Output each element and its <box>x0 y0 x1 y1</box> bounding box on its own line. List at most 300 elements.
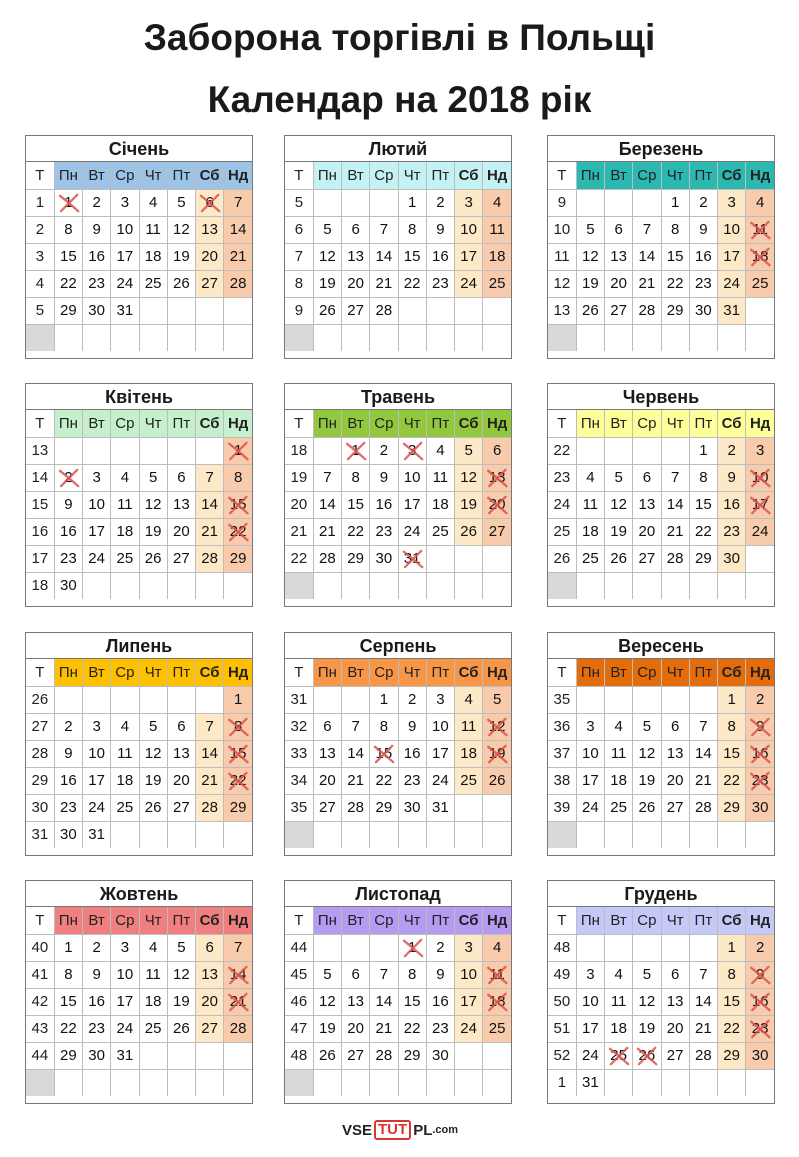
day-number: 20 <box>638 523 656 540</box>
day-cell <box>224 713 252 740</box>
day-number: 7 <box>699 966 708 983</box>
day-cell <box>426 767 454 794</box>
day-cell <box>633 518 661 545</box>
day-number: 5 <box>464 442 473 459</box>
day-number: 10 <box>582 993 599 1010</box>
day-number: 28 <box>375 1047 393 1064</box>
day-number: 15 <box>229 745 247 762</box>
weekday-header: Пн <box>576 410 604 437</box>
day-number: 28 <box>201 550 218 567</box>
day-number: 20 <box>201 248 218 265</box>
week-number: 26 <box>26 686 54 713</box>
day-number: 27 <box>666 799 684 816</box>
day-cell <box>746 189 774 216</box>
day-number: 19 <box>144 523 162 540</box>
day-cell <box>342 767 370 794</box>
weekday-header: Пт <box>689 907 717 934</box>
day-cell <box>83 464 111 491</box>
day-number: 9 <box>436 221 445 238</box>
day-cell <box>224 324 252 351</box>
day-cell <box>54 464 82 491</box>
day-number: 5 <box>586 221 595 238</box>
week-number: 35 <box>285 794 313 821</box>
day-cell <box>483 821 511 848</box>
day-number: 7 <box>699 718 708 735</box>
day-cell <box>689 464 717 491</box>
day-number: 11 <box>489 221 505 238</box>
week-number: 49 <box>548 961 576 988</box>
day-cell <box>224 518 252 545</box>
day-number: 22 <box>229 523 247 540</box>
day-cell <box>633 270 661 297</box>
day-cell <box>139 821 167 848</box>
day-cell <box>167 464 195 491</box>
day-number: 22 <box>60 1020 77 1037</box>
day-cell <box>426 821 454 848</box>
day-number: 9 <box>755 966 765 983</box>
day-cell <box>718 686 746 713</box>
day-number: 15 <box>723 993 740 1010</box>
weekday-header: Сб <box>718 659 746 686</box>
day-cell <box>661 189 689 216</box>
week-number: 17 <box>26 545 54 572</box>
day-number: 6 <box>642 469 652 486</box>
day-cell <box>167 713 195 740</box>
day-cell <box>605 243 633 270</box>
day-cell <box>167 934 195 961</box>
day-number: 15 <box>60 993 77 1010</box>
day-number: 30 <box>88 302 105 319</box>
day-number: 9 <box>92 966 101 983</box>
month-calendar <box>284 880 512 1104</box>
week-number <box>548 821 576 848</box>
day-cell <box>426 988 454 1015</box>
day-cell <box>111 1015 139 1042</box>
weekday-header: Пн <box>313 659 341 686</box>
day-cell <box>746 686 774 713</box>
day-number: 4 <box>120 718 130 735</box>
week-number: 30 <box>26 794 54 821</box>
day-cell <box>605 518 633 545</box>
day-number: 10 <box>116 966 134 983</box>
week-number: 38 <box>548 767 576 794</box>
day-number: 12 <box>488 718 506 735</box>
day-number: 13 <box>666 745 684 762</box>
day-cell <box>661 545 689 572</box>
day-cell <box>54 821 82 848</box>
day-cell <box>576 988 604 1015</box>
day-cell <box>54 437 82 464</box>
weekday-header: Чт <box>398 659 426 686</box>
day-number: 10 <box>432 718 449 735</box>
day-cell <box>111 686 139 713</box>
day-cell <box>483 740 511 767</box>
day-cell <box>83 518 111 545</box>
day-number: 25 <box>116 799 134 816</box>
day-number: 19 <box>582 275 599 292</box>
day-cell <box>313 1042 341 1069</box>
day-number: 24 <box>460 275 477 292</box>
day-cell <box>196 713 224 740</box>
day-number: 1 <box>64 939 73 956</box>
month-name: Квітень <box>26 384 252 410</box>
day-cell <box>224 491 252 518</box>
day-number: 26 <box>319 1047 336 1064</box>
day-number: 6 <box>670 966 680 983</box>
weekday-header: Пт <box>167 410 195 437</box>
day-cell <box>83 1042 111 1069</box>
day-cell <box>196 324 224 351</box>
day-number: 9 <box>407 718 417 735</box>
day-cell <box>483 1015 511 1042</box>
day-number: 10 <box>582 745 599 762</box>
logo-text-vse: VSE <box>342 1121 373 1139</box>
weekday-header: Ср <box>370 162 398 189</box>
day-cell <box>224 189 252 216</box>
day-cell <box>689 1015 717 1042</box>
day-cell <box>54 216 82 243</box>
day-number: 11 <box>610 745 627 762</box>
day-cell <box>342 491 370 518</box>
day-number: 20 <box>319 772 336 789</box>
day-cell <box>167 988 195 1015</box>
day-cell <box>139 988 167 1015</box>
week-number: 47 <box>285 1015 313 1042</box>
day-cell <box>370 491 398 518</box>
day-cell <box>167 1015 195 1042</box>
day-cell <box>139 545 167 572</box>
day-number: 11 <box>117 745 133 762</box>
week-number: 13 <box>26 437 54 464</box>
day-number: 28 <box>201 799 218 816</box>
day-cell <box>718 216 746 243</box>
day-cell <box>426 216 454 243</box>
day-number: 6 <box>492 442 502 459</box>
day-cell <box>83 216 111 243</box>
day-number: 2 <box>436 194 445 211</box>
day-cell <box>196 794 224 821</box>
month-calendar <box>284 135 512 359</box>
day-cell <box>661 1042 689 1069</box>
weekday-header: Пт <box>167 907 195 934</box>
day-cell <box>605 713 633 740</box>
day-cell <box>398 767 426 794</box>
day-cell <box>370 437 398 464</box>
day-cell <box>483 216 511 243</box>
day-cell <box>167 767 195 794</box>
day-number: 4 <box>148 194 158 211</box>
day-cell <box>370 767 398 794</box>
day-number: 29 <box>723 799 740 816</box>
day-cell <box>196 189 224 216</box>
day-number: 17 <box>460 993 477 1010</box>
site-logo[interactable] <box>342 1118 458 1142</box>
day-number: 13 <box>201 966 218 983</box>
day-cell <box>746 270 774 297</box>
day-cell <box>633 572 661 599</box>
day-cell <box>83 961 111 988</box>
day-number: 10 <box>460 221 477 238</box>
weekday-header: Чт <box>139 659 167 686</box>
day-number: 21 <box>666 523 684 540</box>
day-cell <box>313 464 341 491</box>
day-cell <box>483 437 511 464</box>
day-number: 7 <box>205 718 214 735</box>
day-number: 18 <box>432 496 449 513</box>
day-number: 28 <box>666 550 684 567</box>
day-cell <box>111 491 139 518</box>
week-number: 40 <box>26 934 54 961</box>
day-cell <box>54 491 82 518</box>
day-number: 13 <box>488 469 506 486</box>
day-cell <box>746 243 774 270</box>
day-cell <box>633 821 661 848</box>
weekday-header: Пн <box>313 162 341 189</box>
day-number: 27 <box>347 302 364 319</box>
day-cell <box>576 1015 604 1042</box>
day-cell <box>224 437 252 464</box>
day-cell <box>370 545 398 572</box>
weekday-header: Чт <box>661 162 689 189</box>
day-cell <box>313 988 341 1015</box>
day-cell <box>83 270 111 297</box>
day-cell <box>746 1042 774 1069</box>
day-cell <box>576 545 604 572</box>
day-cell <box>426 189 454 216</box>
day-cell <box>54 1042 82 1069</box>
day-cell <box>605 464 633 491</box>
day-cell <box>633 189 661 216</box>
day-cell <box>746 740 774 767</box>
day-number: 24 <box>751 523 769 540</box>
day-cell <box>718 491 746 518</box>
month-name: Березень <box>548 136 774 162</box>
day-number: 9 <box>436 966 445 983</box>
week-number: 25 <box>548 518 576 545</box>
day-cell <box>661 821 689 848</box>
week-number: 14 <box>26 464 54 491</box>
day-cell <box>398 961 426 988</box>
day-number: 26 <box>582 302 599 319</box>
day-number: 25 <box>610 799 627 816</box>
week-number: 32 <box>285 713 313 740</box>
day-cell <box>370 961 398 988</box>
day-cell <box>576 1069 604 1096</box>
weekday-header: Пн <box>576 162 604 189</box>
week-number: 36 <box>548 713 576 740</box>
day-cell <box>224 572 252 599</box>
day-cell <box>483 686 511 713</box>
week-number-header: Т <box>26 659 54 686</box>
day-number: 12 <box>460 469 477 486</box>
day-number: 21 <box>319 523 336 540</box>
day-cell <box>342 988 370 1015</box>
day-cell <box>224 464 252 491</box>
day-cell <box>398 216 426 243</box>
day-cell <box>111 740 139 767</box>
day-number: 31 <box>403 550 421 567</box>
weekday-header: Пт <box>689 410 717 437</box>
day-number: 15 <box>666 248 684 265</box>
day-cell <box>139 518 167 545</box>
day-cell <box>483 270 511 297</box>
day-cell <box>196 216 224 243</box>
day-number: 8 <box>64 221 73 238</box>
day-number: 26 <box>638 799 656 816</box>
day-number: 20 <box>347 275 364 292</box>
day-number: 12 <box>319 993 336 1010</box>
day-cell <box>576 297 604 324</box>
day-cell <box>718 1042 746 1069</box>
day-cell <box>83 297 111 324</box>
weekday-header: Нд <box>483 907 511 934</box>
week-number: 7 <box>285 243 313 270</box>
day-number: 17 <box>116 248 134 265</box>
day-number: 8 <box>64 966 73 983</box>
day-number: 26 <box>173 1020 190 1037</box>
day-cell <box>661 491 689 518</box>
day-cell <box>576 189 604 216</box>
weekday-header: Чт <box>139 162 167 189</box>
day-number: 10 <box>403 469 421 486</box>
day-cell <box>342 297 370 324</box>
day-number: 23 <box>403 772 421 789</box>
day-cell <box>398 1015 426 1042</box>
day-number: 19 <box>638 1020 656 1037</box>
day-number: 17 <box>432 745 449 762</box>
day-cell <box>54 686 82 713</box>
day-number: 28 <box>695 1047 712 1064</box>
day-cell <box>167 491 195 518</box>
month-name: Червень <box>548 384 774 410</box>
day-cell <box>426 1069 454 1096</box>
day-number: 29 <box>695 550 712 567</box>
day-cell <box>167 686 195 713</box>
day-cell <box>661 270 689 297</box>
day-number: 13 <box>173 496 190 513</box>
week-number: 24 <box>548 491 576 518</box>
page-title-line-1: Заборона торгівлі в Польщі <box>143 17 656 58</box>
day-cell <box>605 297 633 324</box>
day-cell <box>83 1069 111 1096</box>
day-number: 6 <box>177 718 186 735</box>
day-number: 18 <box>116 523 134 540</box>
day-cell <box>342 686 370 713</box>
week-number: 23 <box>548 464 576 491</box>
week-number: 11 <box>548 243 576 270</box>
week-number <box>285 572 313 599</box>
day-cell <box>224 545 252 572</box>
day-number: 30 <box>432 1047 449 1064</box>
week-number: 10 <box>548 216 576 243</box>
day-cell <box>83 243 111 270</box>
day-cell <box>370 518 398 545</box>
day-cell <box>483 794 511 821</box>
day-number: 22 <box>723 772 740 789</box>
day-cell <box>661 572 689 599</box>
day-number: 7 <box>323 469 332 486</box>
day-number: 11 <box>145 966 161 983</box>
day-cell <box>576 270 604 297</box>
day-number: 7 <box>233 939 243 956</box>
day-cell <box>313 297 341 324</box>
day-number: 7 <box>379 221 389 238</box>
day-cell <box>576 821 604 848</box>
day-cell <box>167 189 195 216</box>
day-number: 22 <box>695 523 712 540</box>
week-number: 34 <box>285 767 313 794</box>
week-number <box>285 821 313 848</box>
weekday-header: Нд <box>746 659 774 686</box>
day-cell <box>167 437 195 464</box>
week-number: 13 <box>548 297 576 324</box>
day-cell <box>398 572 426 599</box>
day-cell <box>196 961 224 988</box>
day-cell <box>224 821 252 848</box>
day-cell <box>718 324 746 351</box>
day-cell <box>196 572 224 599</box>
day-number: 16 <box>60 772 77 789</box>
week-number-header: Т <box>548 907 576 934</box>
day-number: 12 <box>173 966 190 983</box>
day-number: 25 <box>144 1020 162 1037</box>
day-number: 3 <box>464 939 473 956</box>
weekday-header: Пт <box>426 410 454 437</box>
day-cell <box>689 189 717 216</box>
day-cell <box>633 713 661 740</box>
day-cell <box>426 686 454 713</box>
week-number-header: Т <box>285 907 313 934</box>
day-number: 25 <box>460 772 477 789</box>
day-number: 14 <box>201 745 218 762</box>
day-cell <box>661 324 689 351</box>
day-cell <box>605 934 633 961</box>
day-cell <box>746 491 774 518</box>
day-cell <box>398 686 426 713</box>
day-cell <box>398 464 426 491</box>
day-number: 26 <box>460 523 477 540</box>
day-cell <box>196 297 224 324</box>
day-number: 27 <box>347 1047 364 1064</box>
day-cell <box>167 1069 195 1096</box>
day-number: 29 <box>229 799 247 816</box>
day-cell <box>455 686 483 713</box>
day-cell <box>746 713 774 740</box>
day-number: 15 <box>60 248 77 265</box>
day-number: 12 <box>319 248 336 265</box>
month-calendar <box>547 880 775 1104</box>
week-number: 12 <box>548 270 576 297</box>
week-number: 46 <box>285 988 313 1015</box>
day-number: 21 <box>695 1020 712 1037</box>
day-cell <box>455 961 483 988</box>
day-cell <box>455 491 483 518</box>
day-cell <box>313 491 341 518</box>
weekday-header: Ср <box>111 907 139 934</box>
weekday-header: Пт <box>426 162 454 189</box>
weekday-header: Сб <box>196 162 224 189</box>
day-number: 13 <box>347 993 364 1010</box>
day-number: 27 <box>201 1020 218 1037</box>
day-cell <box>398 934 426 961</box>
day-cell <box>689 1042 717 1069</box>
day-number: 19 <box>173 993 190 1010</box>
day-cell <box>455 518 483 545</box>
day-cell <box>370 821 398 848</box>
day-number: 21 <box>375 1020 393 1037</box>
day-cell <box>139 189 167 216</box>
day-number: 30 <box>375 550 393 567</box>
